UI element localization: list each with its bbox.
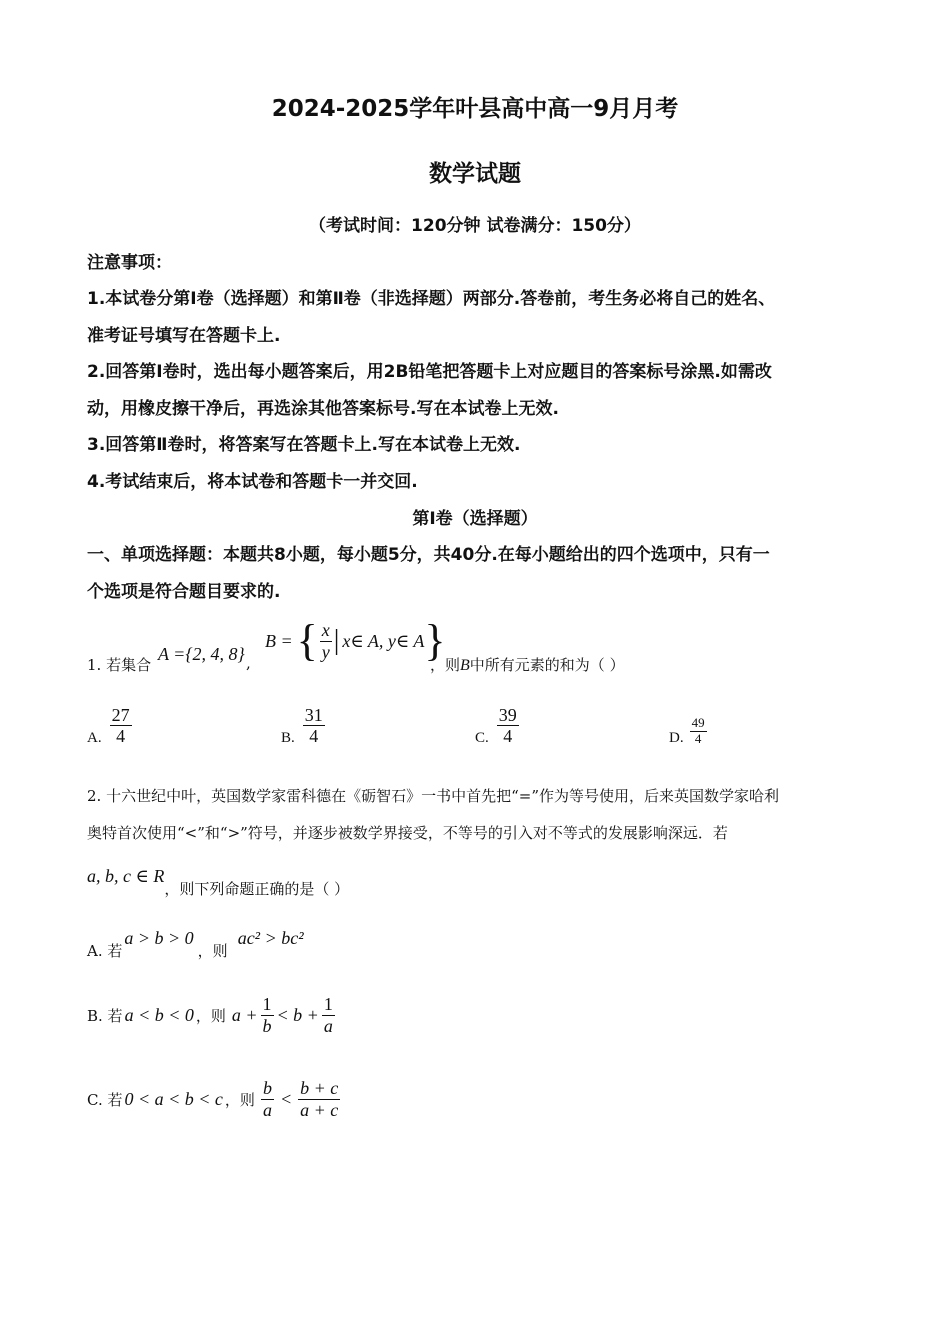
fraction-denominator: a + c bbox=[300, 1099, 339, 1120]
q1-option-b[interactable] bbox=[281, 697, 325, 747]
note-line: 4.考试结束后，将本试卷和答题卡一并交回. bbox=[87, 472, 418, 492]
q2-option-b-fraction-2 bbox=[322, 994, 335, 1036]
fraction-numerator: b bbox=[262, 1077, 272, 1098]
fraction-numerator: 49 bbox=[691, 715, 705, 731]
left-brace-icon: { bbox=[296, 616, 318, 665]
q2-option-b[interactable] bbox=[87, 990, 335, 1040]
subject-title: 数学试题 bbox=[429, 161, 521, 187]
q2-option-b-operator: < b + bbox=[276, 1004, 319, 1025]
q2-option-c-condition: 0 < a < b < c bbox=[124, 1088, 223, 1109]
option-label: C. bbox=[475, 730, 489, 746]
q2-option-a-conclusion: ac² > bc² bbox=[237, 928, 304, 948]
q1-option-d[interactable] bbox=[669, 704, 707, 747]
section-instructions-cont: 个选项是符合题目要求的. bbox=[87, 582, 281, 602]
q1-option-a[interactable] bbox=[87, 697, 132, 747]
q1-suffix-text: ，则 bbox=[430, 656, 461, 674]
q2-option-b-lhs: a + bbox=[231, 1004, 258, 1025]
fraction-denominator: y bbox=[321, 641, 330, 662]
note-line: 2.回答第Ⅰ卷时，选出每小题答案后，用2B铅笔把答题卡上对应题目的答案标号涂黑.如需改 bbox=[87, 362, 772, 382]
q2-condition-text: ，则下列命题正确的是（ ） bbox=[164, 880, 350, 898]
fraction-denominator: 4 bbox=[694, 731, 702, 747]
fraction-numerator: 27 bbox=[111, 704, 130, 725]
option-label: C. 若 bbox=[87, 1090, 123, 1109]
q1-set-b bbox=[265, 613, 445, 669]
q1-set-a-expr: A ={2, 4, 8} bbox=[158, 644, 245, 664]
q2-option-b-fraction-1 bbox=[261, 994, 274, 1036]
q2-option-c-then: ，则 bbox=[224, 1090, 255, 1109]
q1-set-b-condition: x∈ A, y∈ A bbox=[342, 630, 425, 651]
q2-condition-math: a, b, c ∈ R bbox=[87, 866, 165, 886]
exam-title: 2024-2025学年叶县高中高一9月月考 bbox=[271, 96, 679, 122]
q2-option-c-fraction-1 bbox=[261, 1078, 274, 1120]
q2-option-a[interactable] bbox=[87, 928, 304, 960]
q2-option-c[interactable] bbox=[87, 1074, 340, 1124]
fraction-denominator: 4 bbox=[503, 726, 513, 747]
q1-suffix-symbol: B bbox=[460, 657, 470, 674]
option-label: A. 若 bbox=[87, 942, 123, 960]
fraction-denominator: b bbox=[262, 1015, 272, 1036]
note-line: 3.回答第Ⅱ卷时，将答案写在答题卡上.写在本试卷上无效. bbox=[87, 435, 521, 455]
section-title: 第I卷（选择题） bbox=[412, 509, 538, 529]
option-fraction bbox=[303, 705, 325, 747]
q1-suffix bbox=[430, 654, 625, 675]
option-fraction bbox=[690, 716, 707, 747]
fraction-denominator: 4 bbox=[309, 726, 319, 747]
q1-fraction-xy bbox=[320, 620, 332, 662]
q2-option-a-condition: a > b > 0 bbox=[124, 928, 194, 948]
note-line: 准考证号填写在答题卡上. bbox=[87, 326, 281, 346]
notes-heading: 注意事项： bbox=[87, 253, 172, 273]
fraction-numerator: 1 bbox=[323, 993, 333, 1014]
q2-option-c-fraction-2 bbox=[298, 1078, 340, 1120]
q2-option-a-then: ，则 bbox=[197, 942, 228, 960]
option-label: D. bbox=[669, 730, 684, 746]
q2-stem-line1: 2. 十六世纪中叶，英国数学家雷科德在《砺智石》一书中首先把“=”作为等号使用，后来英国数学家哈利 bbox=[87, 787, 779, 805]
note-line: 动，用橡皮擦干净后，再选涂其他答案标号.写在本试卷上无效. bbox=[87, 399, 559, 419]
fraction-denominator: a bbox=[262, 1099, 272, 1120]
q1-set-a bbox=[158, 644, 245, 665]
note-line: 1.本试卷分第Ⅰ卷（选择题）和第Ⅱ卷（非选择题）两部分.答卷前，考生务必将自己的姓名、 bbox=[87, 289, 776, 309]
q1-comma: , bbox=[246, 654, 251, 672]
q2-option-c-operator: < bbox=[279, 1088, 293, 1109]
q1-option-c[interactable] bbox=[475, 697, 519, 747]
option-label: A. bbox=[87, 730, 102, 746]
fraction-numerator: x bbox=[321, 619, 330, 640]
q1-suffix-end: 中所有元素的和为（ ） bbox=[469, 656, 625, 674]
fraction-numerator: b + c bbox=[300, 1077, 339, 1098]
right-brace-icon: } bbox=[424, 616, 446, 665]
q2-condition bbox=[87, 866, 350, 898]
option-fraction bbox=[110, 705, 132, 747]
q1-prefix: 1. 若集合 bbox=[87, 656, 152, 674]
fraction-denominator: a bbox=[323, 1015, 333, 1036]
fraction-numerator: 1 bbox=[262, 993, 272, 1014]
option-fraction bbox=[497, 705, 519, 747]
fraction-numerator: 39 bbox=[498, 704, 517, 725]
q2-option-b-condition: a < b < 0 bbox=[124, 1004, 194, 1025]
option-label: B. bbox=[281, 730, 295, 746]
vertical-bar-icon: | bbox=[333, 625, 340, 656]
fraction-denominator: 4 bbox=[116, 726, 126, 747]
q2-option-b-then: ，则 bbox=[195, 1006, 226, 1025]
fraction-numerator: 31 bbox=[304, 704, 323, 725]
q2-stem-line2: 奥特首次使用“<”和“>”符号，并逐步被数学界接受，不等号的引入对不等式的发展影响深远．若 bbox=[87, 824, 728, 842]
option-label: B. 若 bbox=[87, 1006, 123, 1025]
q1-set-b-lhs: B = bbox=[265, 630, 293, 651]
section-instructions: 一、单项选择题：本题共8小题，每小题5分，共40分.在每小题给出的四个选项中，只有一 bbox=[87, 545, 770, 565]
exam-info: （考试时间：120分钟 试卷满分：150分） bbox=[309, 216, 641, 236]
